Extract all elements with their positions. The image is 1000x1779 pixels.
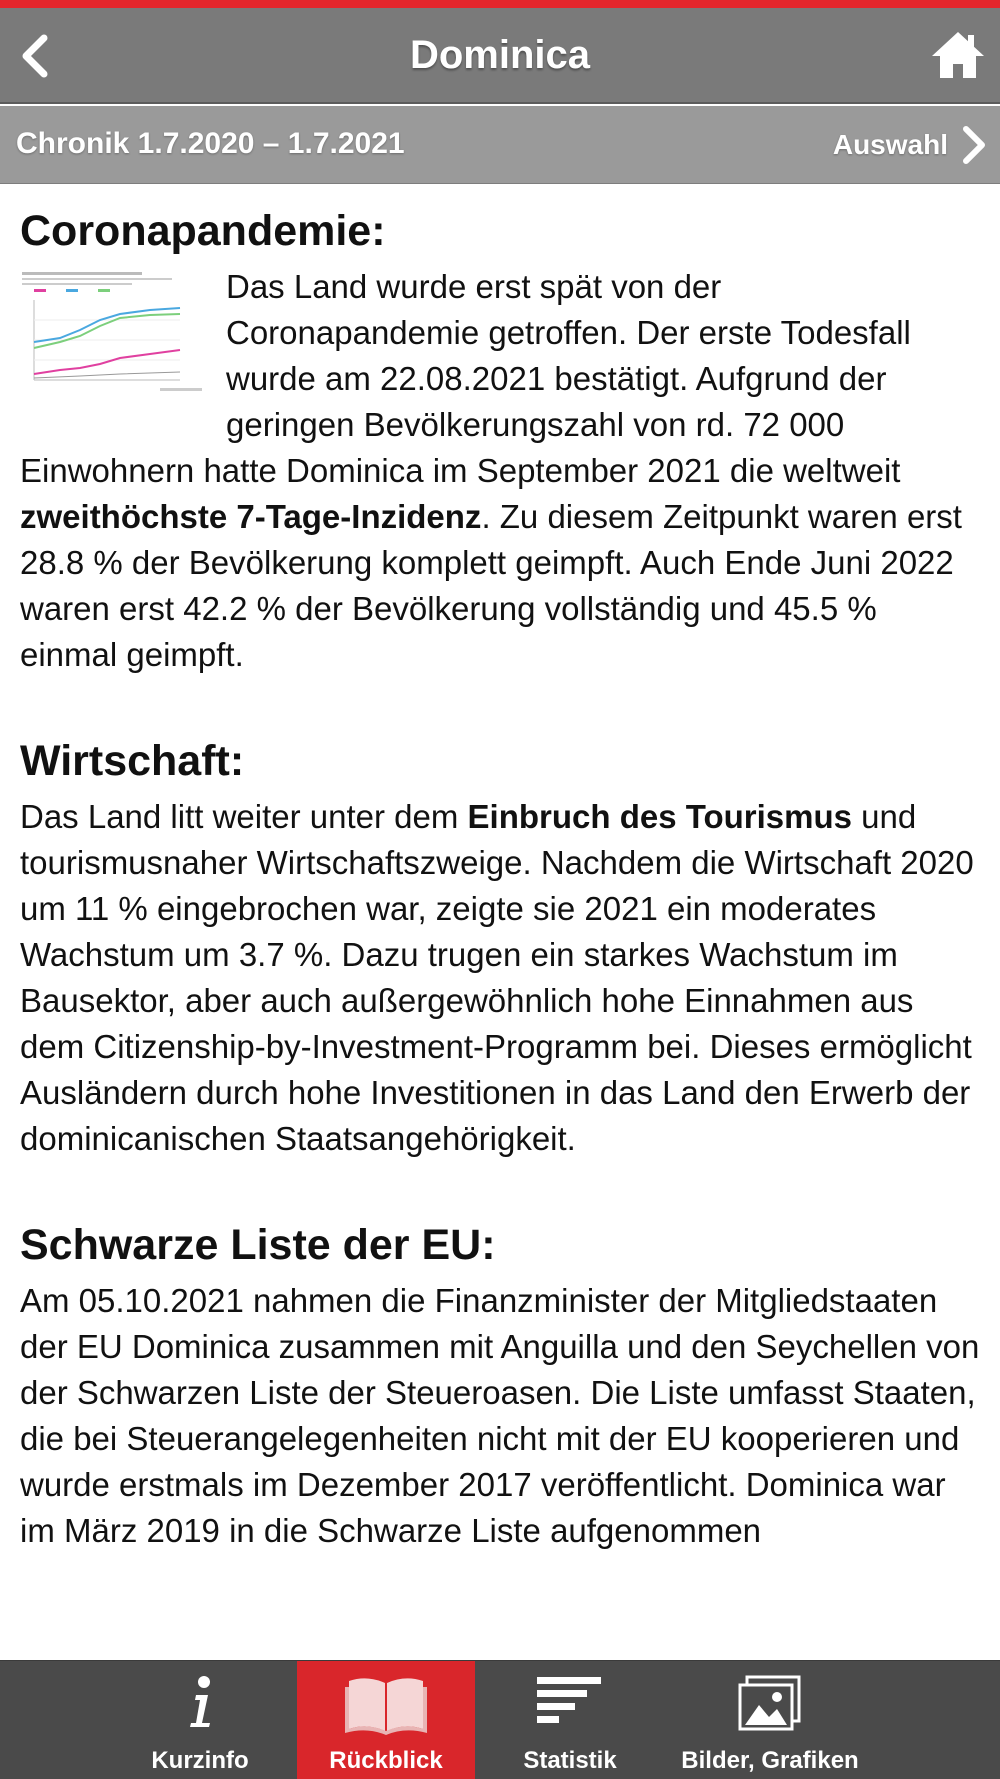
selection-label: Auswahl	[832, 129, 948, 160]
section-heading: Schwarze Liste der EU:	[20, 1221, 496, 1269]
selection-button[interactable]	[800, 106, 1000, 184]
bottom-tab-bar	[0, 1660, 1000, 1779]
text-part: Das Land wurde erst spät von der Coronapandemie getroffen. Der erste Todesfall wurde am 22.08.2021 bestätigt. Aufgrund der geringen Bevölkerungszahl von rd. 72 000 Einwohnern hatte Dominica im September 2021 die weltweit	[20, 268, 911, 489]
image-icon	[737, 1675, 803, 1733]
text-part: . Zu diesem Zeitpunkt waren erst 28.8 % der Bevölkerung komplett geimpft. Auch Ende Juni 2022 waren erst 42.2 % der Bevölkerung vollständig und 45.5 % einmal geimpft.	[20, 498, 962, 673]
app-header	[0, 8, 1000, 104]
page-title: Dominica	[409, 33, 591, 77]
tab-kurzinfo[interactable]	[100, 1661, 300, 1779]
text-emphasis: zweithöchste 7-Tage-Inzidenz	[20, 498, 482, 535]
tab-rueckblick[interactable]	[297, 1661, 475, 1779]
text-part: Das Land litt weiter unter dem	[20, 798, 468, 835]
tab-bilder-grafiken[interactable]	[665, 1661, 875, 1779]
tab-statistik[interactable]	[475, 1661, 665, 1779]
home-button[interactable]	[928, 26, 988, 86]
bars-icon	[535, 1675, 605, 1731]
article-content	[20, 184, 982, 1660]
text-part: und tourismusnaher Wirtschaftszweige. Nachdem die Wirtschaft 2020 um 11 % eingebrochen war, zeigte sie 2021 ein moderates Wachstum um 3.7 %. Dazu trugen ein starkes Wachstum im Bausektor, aber auch außergewöhnlich hohe Einnahmen aus dem Citizenship-by-Investment-Programm bei. Dieses ermöglicht Ausländern durch hohe Investitionen in das Land den Erwerb der dominicanischen Staatsangehörigkeit.	[20, 798, 974, 1157]
chronicle-bar	[0, 106, 1000, 184]
home-icon	[928, 26, 988, 86]
tab-label: Statistik	[523, 1747, 617, 1774]
info-icon	[180, 1675, 220, 1731]
chart-thumbnail[interactable]	[20, 270, 204, 400]
section-eu-blacklist	[20, 1218, 982, 1554]
section-text	[20, 794, 982, 1162]
section-corona	[20, 204, 982, 678]
section-text: Am 05.10.2021 nahmen die Finanzminister der Mitgliedstaaten der EU Dominica zusammen mit Anguilla und den Seychellen von der Schwarzen Liste der Steueroasen. Die Liste umfasst Staaten, die bei Steuerangelegenheiten nicht mit der EU kooperieren und wurde erstmals im Dezember 2017 veröffentlicht. Dominica war im März 2019 in die Schwarze Liste aufgenommen	[20, 1282, 980, 1549]
top-accent-line	[0, 0, 1000, 8]
book-icon	[341, 1675, 431, 1737]
tab-label: Bilder, Grafiken	[681, 1747, 859, 1774]
section-heading: Wirtschaft:	[20, 737, 245, 785]
tab-label: Rückblick	[329, 1747, 443, 1774]
tab-label: Kurzinfo	[151, 1747, 249, 1774]
chevron-right-icon	[954, 123, 994, 167]
section-heading: Coronapandemie:	[20, 207, 386, 255]
text-emphasis: Einbruch des Tourismus	[467, 798, 852, 835]
chronicle-range: Chronik 1.7.2020 – 1.7.2021	[16, 127, 405, 160]
section-economy	[20, 734, 982, 1162]
